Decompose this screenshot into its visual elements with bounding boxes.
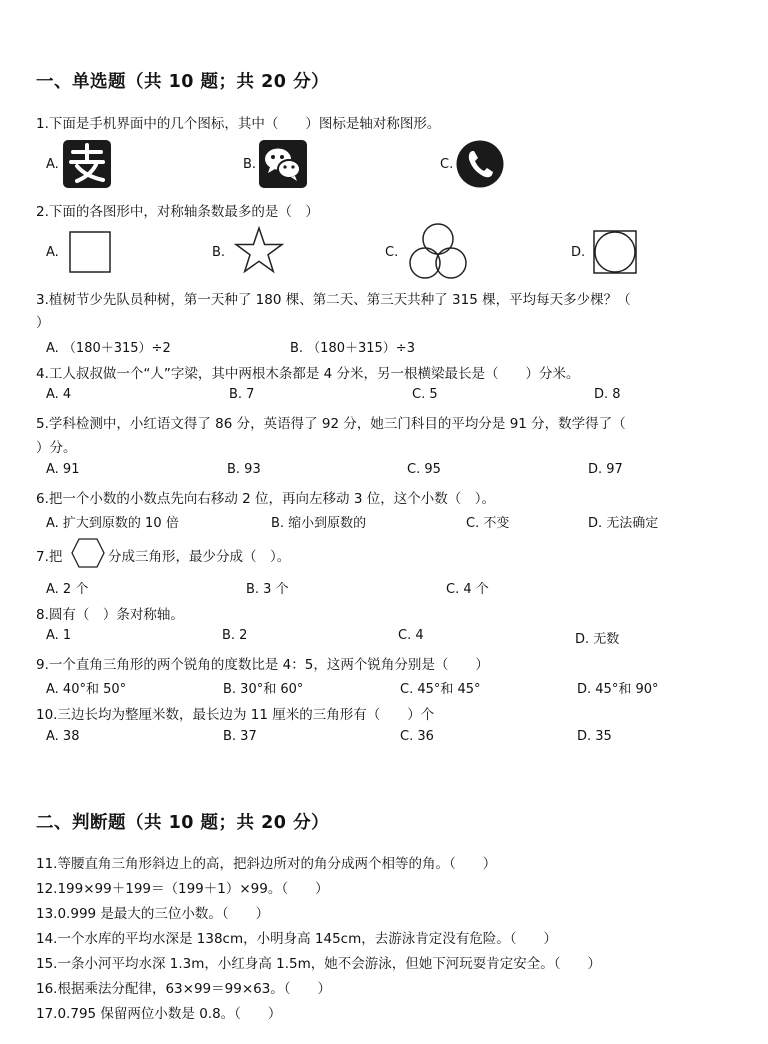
- q7-option-a[interactable]: A. 2 个: [46, 582, 89, 597]
- question-9: 9.一个直角三角形的两个锐角的度数比是 4：5，这两个锐角分别是（ ）: [36, 657, 489, 673]
- q2-option-d-label[interactable]: D.: [571, 245, 586, 260]
- star-icon[interactable]: [233, 226, 285, 276]
- q6-option-c[interactable]: C. 不变: [466, 516, 510, 531]
- question-11: 11.等腰直角三角形斜边上的高，把斜边所对的角分成两个相等的角。（ ）: [36, 856, 497, 872]
- question-15: 15.一条小河平均水深 1.3m，小红身高 1.5m，她不会游泳，但她下河玩耍肯定安全。（ ）: [36, 956, 602, 972]
- q3-option-a[interactable]: A. （180＋315）÷2: [46, 341, 171, 356]
- q7-option-b[interactable]: B. 3 个: [246, 582, 289, 597]
- q2-option-b-label[interactable]: B.: [212, 245, 226, 260]
- question-14: 14.一个水库的平均水深是 138cm，小明身高 145cm，去游泳肯定没有危险。（ ）: [36, 931, 557, 947]
- q5-option-a[interactable]: A. 91: [46, 462, 80, 477]
- q7-option-c[interactable]: C. 4 个: [446, 582, 489, 597]
- q1-option-c-label[interactable]: C.: [440, 157, 454, 172]
- question-7-suffix: 分成三角形，最少分成（ ）。: [108, 549, 291, 565]
- q1-option-b-label[interactable]: B.: [243, 157, 257, 172]
- q8-option-d[interactable]: D. 无数: [575, 632, 620, 647]
- section1-title: 一、单选题（共 10 题；共 20 分）: [36, 72, 330, 92]
- q3-option-b[interactable]: B. （180＋315）÷3: [290, 341, 415, 356]
- question-13: 13.0.999 是最大的三位小数。（ ）: [36, 906, 270, 922]
- question-7-prefix: 7.把: [36, 549, 63, 565]
- question-6: 6.把一个小数的小数点先向右移动 2 位，再向左移动 3 位，这个小数（ ）。: [36, 491, 495, 507]
- question-3: 3.植树节少先队员种树，第一天种了 180 棵、第二天、第三天共种了 315 棵，平均每天多少棵？（: [36, 292, 631, 308]
- q4-option-a[interactable]: A. 4: [46, 387, 72, 402]
- hexagon-icon: [70, 537, 106, 569]
- q1-option-a-label[interactable]: A.: [46, 157, 59, 172]
- q2-option-a-label[interactable]: A.: [46, 245, 59, 260]
- question-5: 5.学科检测中，小红语文得了 86 分，英语得了 92 分，她三门科目的平均分是 91 分，数学得了（: [36, 416, 626, 432]
- q6-option-d[interactable]: D. 无法确定: [588, 516, 659, 531]
- question-8: 8.圆有（ ）条对称轴。: [36, 607, 184, 623]
- q8-option-b[interactable]: B. 2: [222, 628, 248, 643]
- question-4: 4.工人叔叔做一个“人”字梁，其中两根木条都是 4 分米，另一根横梁最长是（ ）分米。: [36, 366, 580, 382]
- q10-option-d[interactable]: D. 35: [577, 729, 612, 744]
- q10-option-b[interactable]: B. 37: [223, 729, 257, 744]
- three-circles-icon[interactable]: [406, 221, 470, 281]
- question-1: 1.下面是手机界面中的几个图标，其中（ ）图标是轴对称图形。: [36, 116, 441, 132]
- question-17: 17.0.795 保留两位小数是 0.8。（ ）: [36, 1006, 282, 1022]
- q9-option-d[interactable]: D. 45°和 90°: [577, 682, 659, 697]
- q6-option-b[interactable]: B. 缩小到原数的: [271, 516, 367, 531]
- q5-option-d[interactable]: D. 97: [588, 462, 623, 477]
- question-5-cont: ）分。: [36, 440, 77, 456]
- section2-title: 二、判断题（共 10 题；共 20 分）: [36, 813, 330, 833]
- q9-option-c[interactable]: C. 45°和 45°: [400, 682, 481, 697]
- question-3-cont: ）: [36, 315, 50, 331]
- alipay-icon[interactable]: [63, 140, 111, 188]
- q8-option-c[interactable]: C. 4: [398, 628, 424, 643]
- question-10: 10.三边长均为整厘米数，最长边为 11 厘米的三角形有（ ）个: [36, 707, 435, 723]
- q5-option-c[interactable]: C. 95: [407, 462, 441, 477]
- q8-option-a[interactable]: A. 1: [46, 628, 72, 643]
- q4-option-d[interactable]: D. 8: [594, 387, 621, 402]
- square-icon[interactable]: [68, 230, 112, 274]
- q10-option-a[interactable]: A. 38: [46, 729, 80, 744]
- q10-option-c[interactable]: C. 36: [400, 729, 434, 744]
- question-2: 2.下面的各图形中，对称轴条数最多的是（ ）: [36, 204, 319, 220]
- q6-option-a[interactable]: A. 扩大到原数的 10 倍: [46, 516, 179, 531]
- circle-in-square-icon[interactable]: [592, 229, 638, 275]
- q9-option-a[interactable]: A. 40°和 50°: [46, 682, 127, 697]
- q4-option-b[interactable]: B. 7: [229, 387, 255, 402]
- wechat-icon[interactable]: [259, 140, 307, 188]
- question-12: 12.199×99＋199＝（199＋1）×99。（ ）: [36, 881, 329, 897]
- q9-option-b[interactable]: B. 30°和 60°: [223, 682, 304, 697]
- question-16: 16.根据乘法分配律，63×99＝99×63。（ ）: [36, 981, 332, 997]
- q5-option-b[interactable]: B. 93: [227, 462, 261, 477]
- q2-option-c-label[interactable]: C.: [385, 245, 399, 260]
- phone-icon[interactable]: [456, 140, 504, 188]
- q4-option-c[interactable]: C. 5: [412, 387, 438, 402]
